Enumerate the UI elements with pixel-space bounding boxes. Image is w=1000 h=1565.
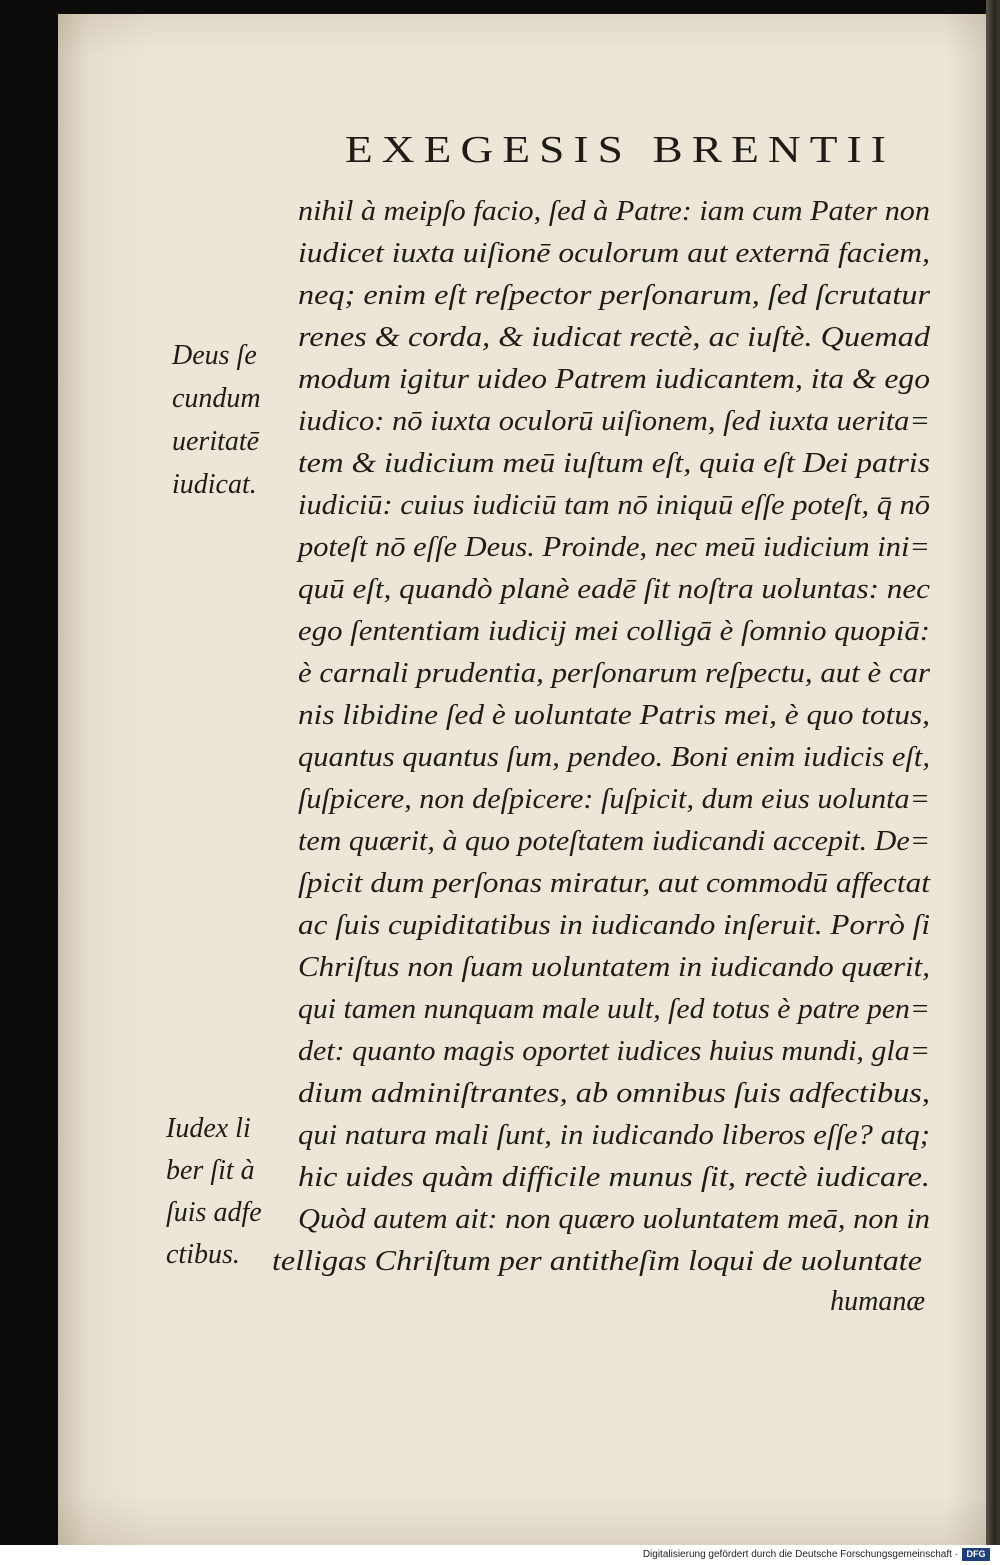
text-line-content: ſuſpicere, non deſpicere: ſuſpicit, dum eius uolunta=	[298, 784, 930, 815]
text-line-content: qui natura mali ſunt, in iudicando liberos eſſe? atq;	[298, 1120, 930, 1151]
text-line	[298, 1199, 930, 1241]
margin-note	[172, 334, 261, 506]
text-line	[298, 863, 930, 905]
text-line	[298, 569, 930, 611]
text-line-content: modum igitur uideo Patrem iudicantem, ita & ego	[298, 364, 930, 395]
margin-note-line: Iudex li	[166, 1113, 251, 1144]
digitization-footer	[0, 1545, 1000, 1565]
margin-note-line: ſuis adfe	[166, 1197, 262, 1228]
text-line-content: Quòd autem ait: non quæro uoluntatem meā, non in	[298, 1204, 930, 1235]
body-text	[272, 191, 930, 1283]
text-line-content: è carnali prudentia, perſonarum reſpectu, aut è car	[298, 658, 930, 689]
margin-note-line: Deus ſe	[172, 340, 257, 371]
text-line	[298, 779, 930, 821]
text-line	[298, 401, 930, 443]
text-line-content: quū eſt, quandò planè eadē ſit noſtra uoluntas: nec	[298, 574, 930, 605]
text-line	[298, 1157, 930, 1199]
text-line-content: det: quanto magis oportet iudices huius mundi, gla=	[298, 1036, 930, 1067]
text-line	[298, 527, 930, 569]
margin-note-line: ctibus.	[166, 1239, 240, 1270]
text-line	[298, 1031, 930, 1073]
margin-note	[166, 1108, 262, 1276]
text-line	[298, 317, 930, 359]
margin-note-line: iudicat.	[172, 469, 257, 500]
margin-note-line: ber ſit à	[166, 1155, 255, 1186]
text-line-content: telligas Chriſtum per antitheſim loqui de uoluntate	[272, 1246, 922, 1277]
text-line-content: dium adminiſtrantes, ab omnibus ſuis adfectibus,	[298, 1078, 930, 1109]
text-line	[298, 737, 930, 779]
text-line	[298, 191, 930, 233]
text-line-content: quantus quantus ſum, pendeo. Boni enim iudicis eſt,	[298, 742, 930, 773]
text-line	[298, 821, 930, 863]
text-line-content: nis libidine ſed è uoluntate Patris mei, è quo totus,	[298, 700, 930, 731]
running-title: EXEGESIS BRENTII	[345, 129, 895, 171]
text-line-content: renes & corda, & iudicat rectè, ac iuſtè. Quemad	[298, 322, 930, 353]
catchword: humanæ	[830, 1286, 925, 1317]
dfg-logo: DFG	[962, 1548, 990, 1561]
text-line-content: hic uides quàm difficile munus ſit, rectè iudicare.	[298, 1162, 930, 1193]
text-line	[298, 359, 930, 401]
text-line-content: nihil à meipſo facio, ſed à Patre: iam cum Pater non	[298, 196, 930, 227]
text-line	[298, 275, 930, 317]
text-line-content: tem quærit, à quo poteſtatem iudicandi accepit. De=	[298, 826, 930, 857]
text-line-content: iudico: nō iuxta oculorū uiſionem, ſed iuxta uerita=	[298, 406, 930, 437]
margin-note-line: cundum	[172, 383, 261, 414]
margin-note-line: ueritatē	[172, 426, 260, 457]
text-line-content: Chriſtus non ſuam uoluntatem in iudicando quærit,	[298, 952, 930, 983]
text-line-content: tem & iudicium meū iuſtum eſt, quia eſt Dei patris	[298, 448, 930, 479]
funding-credit: Digitalisierung gefördert durch die Deutsche Forschungsgemeinschaft ·	[642, 1549, 958, 1560]
text-line	[298, 485, 930, 527]
text-line	[298, 1073, 930, 1115]
running-head	[345, 126, 895, 174]
text-line	[298, 443, 930, 485]
text-line	[298, 233, 930, 275]
text-line	[298, 695, 930, 737]
text-line-content: poteſt nō eſſe Deus. Proinde, nec meū iudicium ini=	[298, 532, 930, 563]
text-line	[298, 611, 930, 653]
text-line	[272, 1241, 922, 1283]
text-line	[298, 1115, 930, 1157]
book-edge	[986, 0, 1000, 1545]
text-line	[298, 947, 930, 989]
text-line-content: neq; enim eſt reſpector perſonarum, ſed ſcrutatur	[298, 280, 930, 311]
text-line	[298, 905, 930, 947]
text-line-content: iudicet iuxta uiſionē oculorum aut externā faciem,	[298, 238, 930, 269]
text-line-content: ac ſuis cupiditatibus in iudicando inſeruit. Porrò ſi	[298, 910, 930, 941]
text-line	[298, 989, 930, 1031]
text-line-content: iudiciū: cuius iudiciū tam nō iniquū eſſe poteſt, q̄ nō	[298, 490, 930, 521]
text-line-content: ſpicit dum perſonas miratur, aut commodū affectat	[298, 868, 930, 899]
text-line	[298, 653, 930, 695]
text-line-content: qui tamen nunquam male uult, ſed totus è patre pen=	[298, 994, 930, 1025]
text-line-content: ego ſententiam iudicij mei colligā è ſomnio quopiā:	[298, 616, 930, 647]
